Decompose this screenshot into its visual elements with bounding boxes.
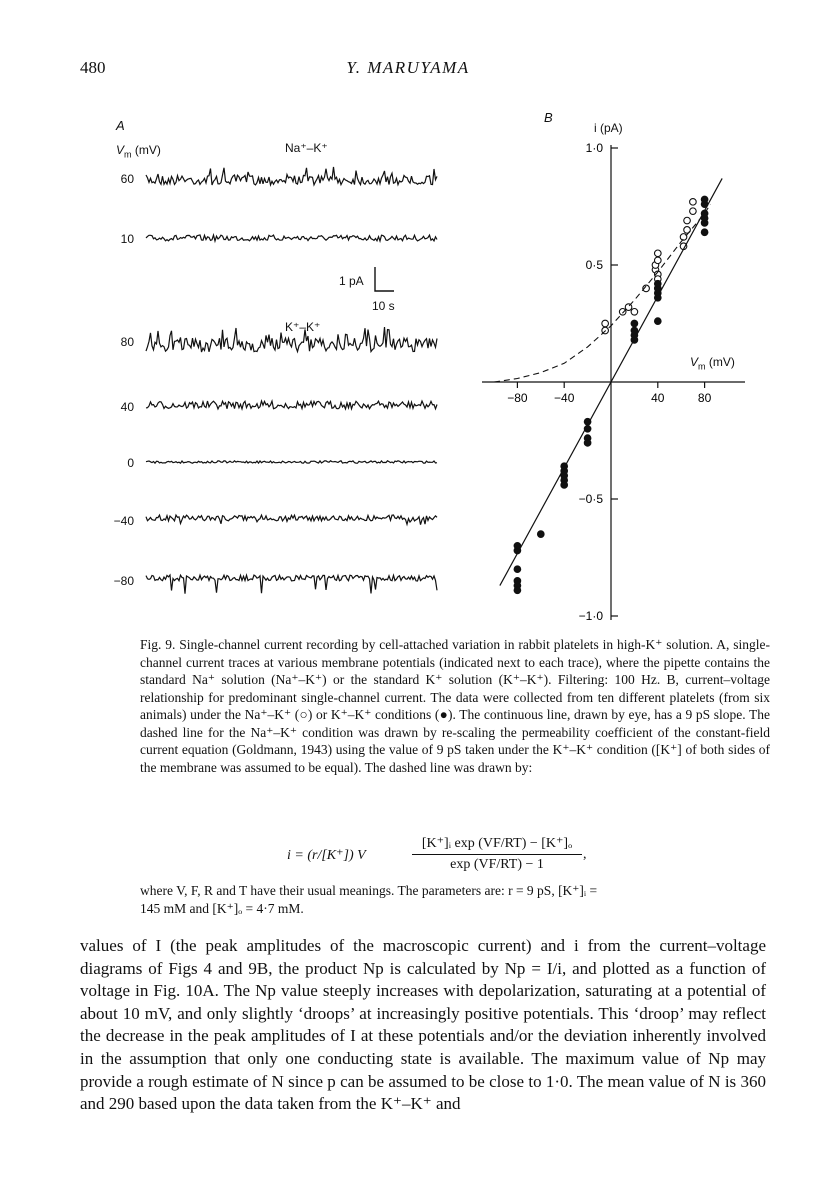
body-paragraph-text: values of I (the peak amplitudes of the macroscopic current) and i from the current–voltage diagrams of Figs 4 and 9B, the product Np is calculated by Np = I/i, and plotted as a function of voltage in Fig. 10A. The Np value steeply increases with depolarization, saturating at a potential of about 10 mV, and only slightly ‘droops’ at increasingly positive potentials. This ‘droop’ may reflect the decrease in the peak amplitudes of I at these potentials and/or the deviation inherently involved in the assumption that only one conducting state is available. The maximum value of Np may provide a rough estimate of N since p can be assumed to be close to 1·0. The mean value of N is 360 and 290 based upon the data taken from the K⁺–K⁺ and (80, 936, 766, 1114)
kk-data-point (514, 566, 521, 573)
y-tick-label: −0·5 (578, 492, 603, 506)
figure-caption (140, 636, 770, 776)
scale-current-label: 1 pA (339, 274, 364, 288)
trace-label-40: 40 (120, 400, 134, 414)
kk-data-point (701, 196, 708, 203)
x-axis-subscript: m (698, 361, 706, 372)
nak-data-point (690, 208, 697, 215)
current-trace-5 (146, 515, 437, 525)
group1-title: Na⁺–K⁺ (285, 141, 328, 155)
data-marks (494, 178, 722, 593)
x-tick-label: 80 (697, 391, 712, 405)
trace-label-80: 80 (120, 335, 134, 349)
current-trace-4 (146, 461, 437, 463)
current-trace-1 (146, 235, 437, 241)
kk-data-point (655, 318, 662, 325)
vm-unit: (mV) (131, 143, 161, 157)
kk-data-point (538, 531, 545, 538)
trace-label-60: 60 (120, 172, 134, 186)
nak-data-point (655, 257, 662, 264)
constant-field-dashed-line (494, 204, 710, 382)
equation-comma: , (583, 847, 587, 862)
y-tick-label: 1·0 (585, 141, 603, 155)
x-tick-label: −40 (554, 391, 575, 405)
caption-after-line2: 145 mM and [K⁺]ₒ = 4·7 mM. (140, 901, 304, 916)
trace-label-neg80: −80 (113, 574, 134, 588)
x-tick-label: −80 (507, 391, 528, 405)
kk-data-point (631, 327, 638, 334)
kk-data-point (584, 440, 591, 447)
group2-title: K⁺–K⁺ (285, 320, 321, 334)
equation-denominator: exp (VF/RT) − 1 (450, 857, 544, 872)
panel-a-label: A (116, 118, 125, 133)
iv-plot-svg (470, 130, 760, 630)
caption-after-line1: where V, F, R and T have their usual meanings. The parameters are: r = 9 pS, [K⁺]ᵢ = (140, 883, 598, 898)
scale-time-label: 10 s (372, 299, 395, 313)
trace-label-0: 0 (127, 456, 134, 470)
nak-data-point (684, 217, 691, 224)
kk-data-point (701, 229, 708, 236)
kk-data-point (561, 482, 568, 489)
current-traces (146, 167, 437, 594)
current-trace-0 (146, 167, 437, 185)
x-axis-unit: (mV) (705, 355, 735, 369)
equation-numerator: [K⁺]ᵢ exp (VF/RT) − [K⁺]ₒ (412, 835, 582, 855)
x-tick-label: 40 (651, 391, 665, 405)
equation-lhs: i = (r/[K⁺]) V (287, 848, 366, 863)
trace-label-10: 10 (120, 232, 134, 246)
caption-text: Fig. 9. Single-channel current recording by cell-attached variation in rabbit platelets in high-K⁺ solution. A, single-channel current traces at various membrane potentials (indicated next to each trace), where the pipette contains the standard Na⁺ solution (Na⁺–K⁺) or the standard K⁺ solution (K⁺–K⁺). Filtering: 100 Hz. B, current–voltage relationship for predominant single-channel current. The data were collected from ten different platelets (from six animals) under the Na⁺–K⁺ (○) or K⁺–K⁺ conditions (●). The continuous line, drawn by eye, has a 9 pS slope. The dashed line for the Na⁺–K⁺ condition was drawn by re-scaling the permeability coefficient of the constant-field current equation (Goldmann, 1943) using the value of 9 pS taken under the K⁺–K⁺ condition ([K⁺] of both sides of the membrane was assumed to be equal). The dashed line was drawn by: (140, 637, 770, 775)
trace-label-neg40: −40 (113, 514, 134, 528)
vm-symbol: V (116, 143, 125, 157)
nak-data-point (680, 234, 687, 241)
caption-after-equation (140, 882, 770, 918)
nak-data-point (655, 250, 662, 257)
current-trace-3 (146, 401, 437, 409)
kk-data-point (514, 587, 521, 594)
page-number: 480 (80, 58, 106, 77)
current-traces-svg (0, 0, 460, 620)
y-axis-label: i (pA) (594, 121, 623, 135)
y-tick-label: −1·0 (578, 609, 603, 623)
scale-bar (375, 267, 394, 291)
nak-data-point (602, 320, 609, 327)
equation-fraction (412, 835, 582, 873)
current-trace-6 (146, 575, 437, 594)
nak-data-point (619, 309, 626, 316)
kk-data-point (631, 320, 638, 327)
current-trace-2 (146, 327, 437, 352)
y-tick-label: 0·5 (585, 258, 603, 272)
panel-b-label: B (544, 110, 553, 125)
kk-data-point (655, 280, 662, 287)
nak-data-point (631, 309, 638, 316)
body-paragraph (80, 935, 766, 1116)
running-head-author: Y. MARUYAMA (346, 58, 470, 77)
vm-subscript: m (124, 149, 132, 160)
nak-data-point (690, 199, 697, 206)
x-axis-symbol: V (690, 355, 699, 369)
